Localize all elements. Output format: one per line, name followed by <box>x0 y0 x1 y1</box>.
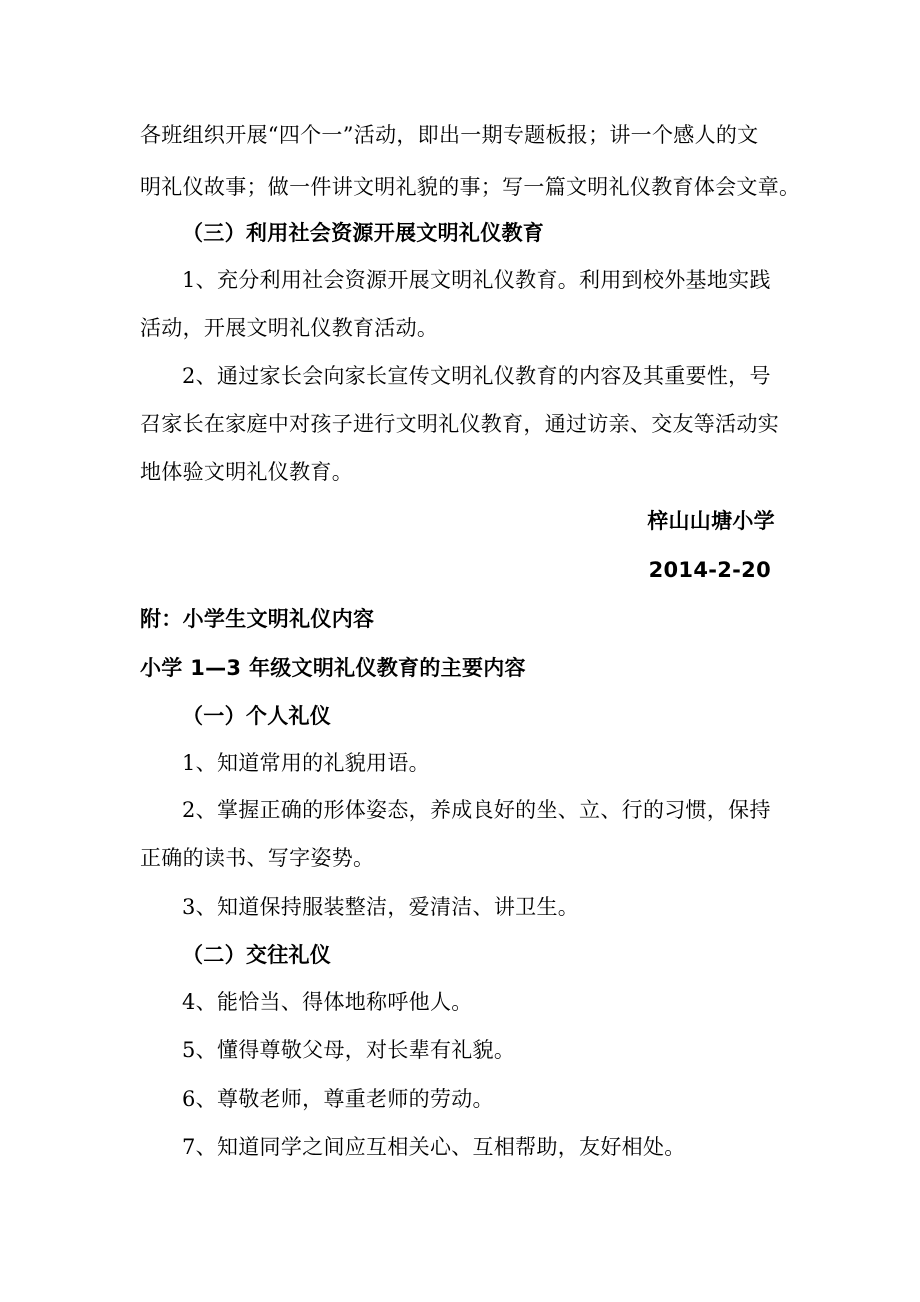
paragraph-line: 明礼仪故事；做一件讲文明礼貌的事；写一篇文明礼仪教育体会文章。 <box>140 175 801 199</box>
list-item: 1、知道常用的礼貌用语。 <box>182 751 430 775</box>
paragraph-line: 各班组织开展“四个一”活动，即出一期专题板报；讲一个感人的文 <box>140 123 759 147</box>
signature-school: 梓山山塘小学 <box>647 509 775 533</box>
list-item-continuation: 正确的读书、写字姿势。 <box>140 846 375 870</box>
paragraph-line: 地体验文明礼仪教育。 <box>140 460 353 484</box>
paragraph-line: 1、充分利用社会资源开展文明礼仪教育。利用到校外基地实践 <box>182 268 771 292</box>
paragraph-line: 活动，开展文明礼仪教育活动。 <box>140 316 439 340</box>
list-item: 7、知道同学之间应互相关心、互相帮助，友好相处。 <box>182 1135 686 1159</box>
appendix-title: 附：小学生文明礼仪内容 <box>140 607 375 631</box>
list-item: 2、掌握正确的形体姿态，养成良好的坐、立、行的习惯，保持 <box>182 798 771 822</box>
appendix-subtitle: 小学 1—3 年级文明礼仪教育的主要内容 <box>140 656 526 680</box>
section-heading: （三）利用社会资源开展文明礼仪教育 <box>182 221 545 245</box>
list-item: 4、能恰当、得体地称呼他人。 <box>182 990 473 1014</box>
section-heading: （一）个人礼仪 <box>182 704 332 728</box>
list-item: 5、懂得尊敬父母，对长辈有礼貌。 <box>182 1038 516 1062</box>
list-item: 6、尊敬老师，尊重老师的劳动。 <box>182 1087 494 1111</box>
paragraph-line: 召家长在家庭中对孩子进行文明礼仪教育，通过访亲、交友等活动实 <box>140 412 779 436</box>
signature-date: 2014-2-20 <box>648 558 771 582</box>
list-item: 3、知道保持服装整洁，爱清洁、讲卫生。 <box>182 895 580 919</box>
section-heading: （二）交往礼仪 <box>182 943 332 967</box>
paragraph-line: 2、通过家长会向家长宣传文明礼仪教育的内容及其重要性，号 <box>182 364 771 388</box>
